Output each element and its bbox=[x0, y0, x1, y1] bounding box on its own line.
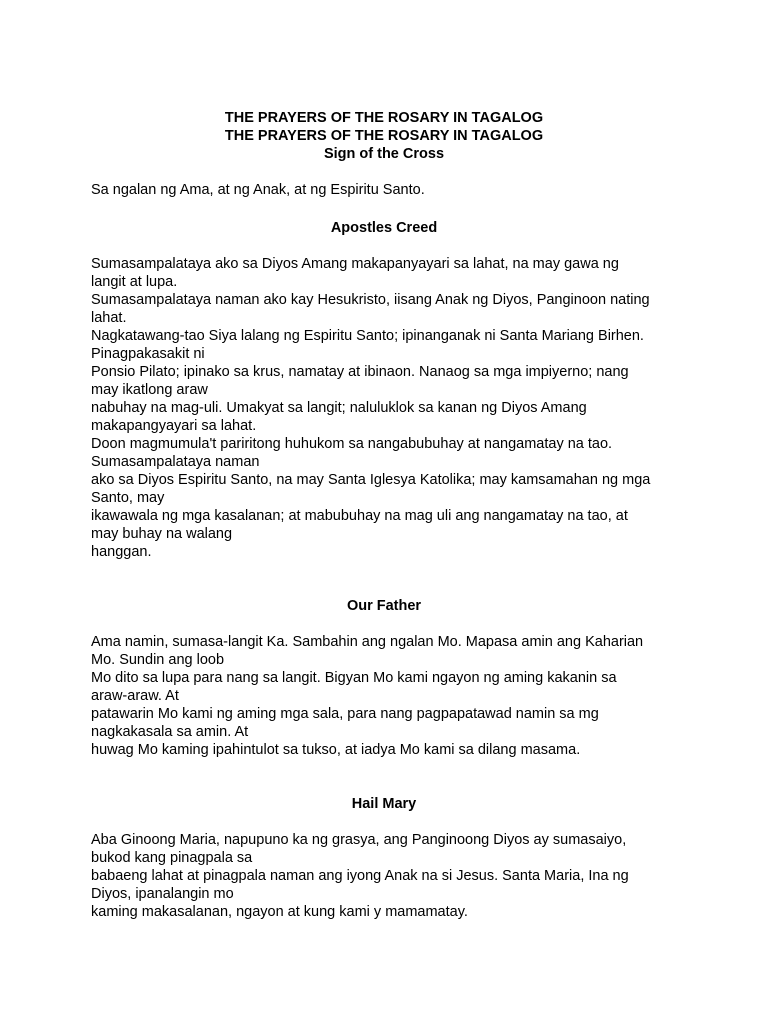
text-line: babaeng lahat at pinagpala naman ang iyong Anak na si Jesus. Santa Maria, Ina ng bbox=[91, 868, 629, 884]
text-line: bukod kang pinagpala sa bbox=[91, 850, 253, 866]
heading-hail-mary: Hail Mary bbox=[351, 796, 417, 812]
text-line: Diyos, ipanalangin mo bbox=[91, 886, 234, 902]
text-line: makapangyayari sa lahat. bbox=[91, 418, 257, 434]
text-line: lahat. bbox=[91, 310, 127, 326]
text-line: Pinagpakasakit ni bbox=[91, 346, 205, 362]
text-line: Aba Ginoong Maria, napupuno ka ng grasya, ang Panginoong Diyos ay sumasaiyo, bbox=[91, 832, 627, 848]
text-line: Mo. Sundin ang loob bbox=[91, 652, 225, 668]
text-line: langit at lupa. bbox=[91, 274, 178, 290]
text-line: may ikatlong araw bbox=[91, 382, 208, 398]
text-line: hanggan. bbox=[91, 544, 152, 560]
text-line: kaming makasalanan, ngayon at kung kami y mamamatay. bbox=[91, 904, 468, 920]
text-line: ako sa Diyos Espiritu Santo, na may Santa Iglesya Katolika; may kamsamahan ng mga bbox=[91, 472, 651, 488]
document-title-repeat: THE PRAYERS OF THE ROSARY IN TAGALOG bbox=[224, 128, 544, 144]
text-line: may buhay na walang bbox=[91, 526, 233, 542]
text-line: nabuhay na mag-uli. Umakyat sa langit; naluluklok sa kanan ng Diyos Amang bbox=[91, 400, 587, 416]
text-line: Sa ngalan ng Ama, at ng Anak, at ng Espiritu Santo. bbox=[91, 182, 425, 198]
heading-apostles-creed: Apostles Creed bbox=[330, 220, 438, 236]
text-line: Nagkatawang-tao Siya lalang ng Espiritu Santo; ipinanganak ni Santa Mariang Birhen. bbox=[91, 328, 644, 344]
heading-our-father: Our Father bbox=[346, 598, 422, 614]
text-line: Sumasampalataya ako sa Diyos Amang makapanyayari sa lahat, na may gawa ng bbox=[91, 256, 619, 272]
text-line: Doon magmumula't pariritong huhukom sa nangabubuhay at nangamatay na tao. bbox=[91, 436, 613, 452]
section-hail-mary bbox=[91, 831, 691, 921]
section-apostles-creed bbox=[91, 255, 691, 561]
section-sign-of-cross bbox=[91, 181, 691, 199]
section-our-father bbox=[91, 633, 691, 759]
text-line: huwag Mo kaming ipahintulot sa tukso, at iadya Mo kami sa dilang masama. bbox=[91, 742, 581, 758]
text-line: nagkakasala sa amin. At bbox=[91, 724, 249, 740]
document-page bbox=[91, 109, 691, 921]
text-line: Sumasampalataya naman ako kay Hesukristo, iisang Anak ng Diyos, Panginoon nating bbox=[91, 292, 650, 308]
text-line: Sumasampalataya naman bbox=[91, 454, 260, 470]
text-line: Ama namin, sumasa-langit Ka. Sambahin ang ngalan Mo. Mapasa amin ang Kaharian bbox=[91, 634, 644, 650]
text-line: patawarin Mo kami ng aming mga sala, para nang pagpapatawad namin sa mg bbox=[91, 706, 599, 722]
text-line: Mo dito sa lupa para nang sa langit. Bigyan Mo kami ngayon ng aming kakanin sa bbox=[91, 670, 617, 686]
heading-sign-of-cross: Sign of the Cross bbox=[323, 146, 445, 162]
text-line: Ponsio Pilato; ipinako sa krus, namatay at ibinaon. Nanaog sa mga impiyerno; nang bbox=[91, 364, 629, 380]
document-title: THE PRAYERS OF THE ROSARY IN TAGALOG bbox=[224, 110, 544, 126]
text-line: Santo, may bbox=[91, 490, 165, 506]
text-line: ikawawala ng mga kasalanan; at mabubuhay na mag uli ang nangamatay na tao, at bbox=[91, 508, 628, 524]
text-line: araw-araw. At bbox=[91, 688, 179, 704]
